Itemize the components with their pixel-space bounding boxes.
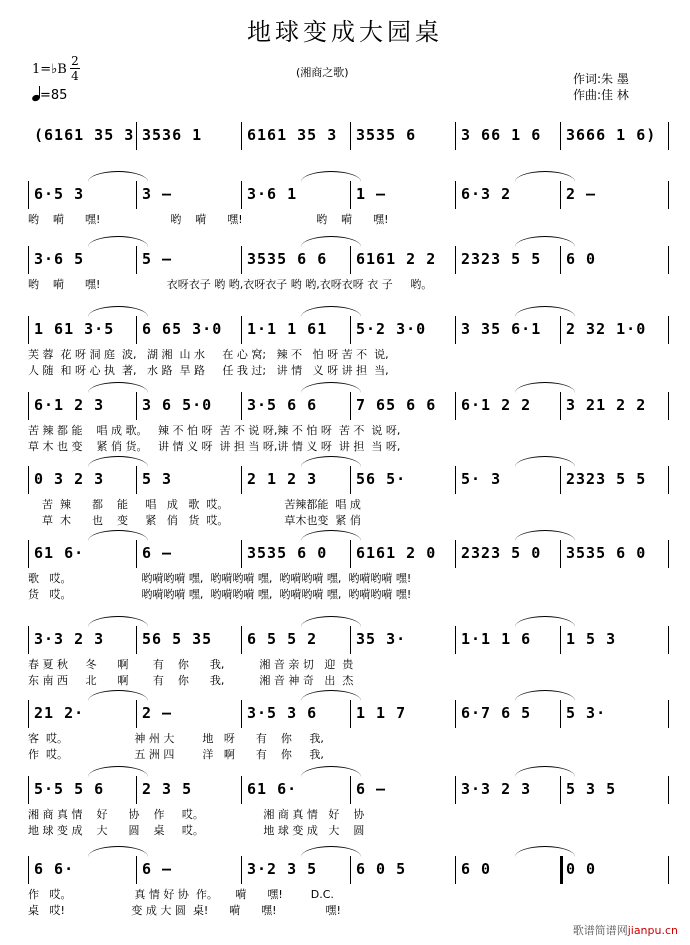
lyrics-verse-2: 草 木 也 变 紧 俏 货 哎。 草木也变 紧 俏 xyxy=(28,514,361,527)
barline xyxy=(560,122,561,150)
measure: 2323 5 5 xyxy=(461,250,542,268)
slur-mark xyxy=(515,306,575,317)
slur-mark xyxy=(515,171,575,182)
barline xyxy=(350,246,351,274)
time-signature-bottom: 4 xyxy=(71,69,79,83)
lyrics-verse-2: 货 哎。 哟嗬哟嗬 嘿, 哟嗬哟嗬 嘿, 哟嗬哟嗬 嘿, 哟嗬哟嗬 嘿! xyxy=(28,588,412,601)
barline xyxy=(455,316,456,344)
barline xyxy=(136,246,137,274)
barline xyxy=(560,700,561,728)
barline xyxy=(455,181,456,209)
slur-mark xyxy=(88,456,148,467)
measure: 6·3 2 xyxy=(461,185,512,203)
lyrics-verse-1: 苦 辣 都 能 唱 成 歌 哎。 苦辣都能 唱 成 xyxy=(28,498,361,511)
barline xyxy=(28,316,29,344)
barline xyxy=(668,626,669,654)
measure: 56 5 35 xyxy=(142,630,213,648)
lyrics-verse-2: 桌 哎! 变 成 大 圆 桌! 嗬 嘿! 嘿! xyxy=(28,904,341,917)
measure: 3535 6 6 xyxy=(247,250,328,268)
barline xyxy=(241,246,242,274)
barline xyxy=(241,776,242,804)
composer-credit: 作曲:佳 林 xyxy=(573,88,629,102)
measure: 6 65 3·0 xyxy=(142,320,223,338)
barline xyxy=(560,776,561,804)
barline xyxy=(28,776,29,804)
measure: 3·6 1 xyxy=(247,185,298,203)
slur-mark xyxy=(301,171,361,182)
barline xyxy=(350,466,351,494)
lyrics-verse-1: 春 夏 秋 冬 啊 有 你 我, 湘 音 亲 切 迎 贵 xyxy=(28,658,354,671)
barline xyxy=(241,856,242,884)
lyrics-verse-2: 地 球 变 成 大 圆 桌 哎。 地 球 变 成 大 圆 xyxy=(28,824,365,837)
barline xyxy=(350,540,351,568)
slur-mark xyxy=(88,236,148,247)
measure: 3 21 2 2 xyxy=(566,396,647,414)
barline xyxy=(668,540,669,568)
barline xyxy=(241,466,242,494)
measure: 56 5· xyxy=(356,470,407,488)
slur-mark xyxy=(515,382,575,393)
slur-mark xyxy=(515,690,575,701)
barline xyxy=(668,181,669,209)
slur-mark xyxy=(301,236,361,247)
measure: 2 32 1·0 xyxy=(566,320,647,338)
song-subtitle: (湘商之歌) xyxy=(296,66,349,79)
barline xyxy=(455,626,456,654)
measure: 3·5 3 6 xyxy=(247,704,318,722)
watermark xyxy=(573,922,678,938)
measure: 2 – xyxy=(142,704,173,722)
measure: 6 0 5 xyxy=(356,860,407,878)
measure: 2323 5 0 xyxy=(461,544,542,562)
barline xyxy=(668,856,669,884)
barline xyxy=(241,181,242,209)
measure: 3·3 2 3 xyxy=(34,630,105,648)
measure: 3 35 6·1 xyxy=(461,320,542,338)
barline xyxy=(455,466,456,494)
barline xyxy=(241,122,242,150)
barline xyxy=(350,856,351,884)
notation-line xyxy=(28,626,668,656)
slur-mark xyxy=(88,306,148,317)
measure: 1 1 7 xyxy=(356,704,407,722)
measure: 6 – xyxy=(142,860,173,878)
slur-mark xyxy=(88,616,148,627)
notation-line xyxy=(28,700,668,730)
barline xyxy=(455,246,456,274)
barline xyxy=(668,316,669,344)
barline xyxy=(241,626,242,654)
barline xyxy=(136,540,137,568)
lyrics-verse-2: 东 南 西 北 啊 有 你 我, 湘 音 神 奇 出 杰 xyxy=(28,674,354,687)
barline xyxy=(455,700,456,728)
barline xyxy=(668,776,669,804)
tempo-value: =85 xyxy=(40,88,68,103)
measure: 6 0 xyxy=(461,860,492,878)
barline xyxy=(136,626,137,654)
barline xyxy=(350,776,351,804)
barline xyxy=(241,700,242,728)
barline xyxy=(668,122,669,150)
measure: 3535 6 0 xyxy=(247,544,328,562)
slur-mark xyxy=(515,846,575,857)
measure: 5 3 5 xyxy=(566,780,617,798)
measure: 5 3· xyxy=(566,704,607,722)
measure: 3 6 5·0 xyxy=(142,396,213,414)
lyrics-verse-1: 芙 蓉 花 呀 洞 庭 波, 湖 湘 山 水 在 心 窝; 辣 不 怕 呀 苦 不 说, xyxy=(28,348,389,361)
barline xyxy=(560,246,561,274)
barline xyxy=(136,856,137,884)
slur-mark xyxy=(515,456,575,467)
lyrics-verse-1: 歌 哎。 哟嗬哟嗬 嘿, 哟嗬哟嗬 嘿, 哟嗬哟嗬 嘿, 哟嗬哟嗬 嘿! xyxy=(28,572,412,585)
measure: 3535 6 0 xyxy=(566,544,647,562)
slur-mark xyxy=(301,766,361,777)
barline xyxy=(455,856,456,884)
barline xyxy=(560,466,561,494)
song-title: 地球变成大园桌 xyxy=(247,18,443,46)
barline xyxy=(668,466,669,494)
measure: 21 2· xyxy=(34,704,85,722)
barline xyxy=(350,316,351,344)
slur-mark xyxy=(88,382,148,393)
measure: 6 – xyxy=(356,780,387,798)
measure: 3·6 5 xyxy=(34,250,85,268)
slur-mark xyxy=(88,530,148,541)
measure: 5 3 xyxy=(142,470,173,488)
slur-mark xyxy=(88,766,148,777)
time-signature xyxy=(70,55,80,82)
barline xyxy=(136,700,137,728)
measure: 3 – xyxy=(142,185,173,203)
barline xyxy=(455,392,456,420)
measure: 1 – xyxy=(356,185,387,203)
lyrics-verse-1: 哟 嗬 嘿! 哟 嗬 嘿! 哟 嗬 嘿! xyxy=(28,213,389,226)
measure: 3·3 2 3 xyxy=(461,780,532,798)
measure: 0 3 2 3 xyxy=(34,470,105,488)
barline xyxy=(28,181,29,209)
measure: 35 3· xyxy=(356,630,407,648)
measure: 6161 35 3 xyxy=(247,126,338,144)
measure: 61 6· xyxy=(34,544,85,562)
notation-line xyxy=(28,856,668,886)
lyrics-verse-2: 作 哎。 五 洲 四 洋 啊 有 你 我, xyxy=(28,748,324,761)
barline xyxy=(136,181,137,209)
slur-mark xyxy=(301,456,361,467)
measure: 5 – xyxy=(142,250,173,268)
watermark-site: 歌谱简谱网 xyxy=(572,924,628,937)
notation-line xyxy=(28,466,668,496)
barline xyxy=(560,540,561,568)
measure: 6·1 2 3 xyxy=(34,396,105,414)
barline xyxy=(28,392,29,420)
barline xyxy=(560,316,561,344)
measure: 1 5 3 xyxy=(566,630,617,648)
barline xyxy=(350,700,351,728)
measure: 3535 6 xyxy=(356,126,417,144)
tempo-marking xyxy=(32,86,67,103)
barline xyxy=(560,856,563,884)
barline xyxy=(560,626,561,654)
lyrics-verse-1: 哟 嗬 嘿! 衣呀衣子 哟 哟,衣呀衣子 哟 哟,衣呀衣呀 衣 子 哟。 xyxy=(28,278,433,291)
measure: 1·1 1 6 xyxy=(461,630,532,648)
measure: 6 – xyxy=(142,544,173,562)
key-signature: 1=♭B xyxy=(32,62,67,77)
measure: 3·2 3 5 xyxy=(247,860,318,878)
barline xyxy=(455,540,456,568)
slur-mark xyxy=(515,616,575,627)
notation-line xyxy=(28,122,668,152)
measure: 6 0 xyxy=(566,250,597,268)
measure: 5·5 5 6 xyxy=(34,780,105,798)
barline xyxy=(668,246,669,274)
lyrics-verse-1: 湘 商 真 情 好 协 作 哎。 湘 商 真 情 好 协 xyxy=(28,808,365,821)
measure: 3 66 1 6 xyxy=(461,126,542,144)
barline xyxy=(28,246,29,274)
barline xyxy=(560,392,561,420)
barline xyxy=(241,392,242,420)
measure: 1 61 3·5 xyxy=(34,320,115,338)
barline xyxy=(350,392,351,420)
measure: 0 0 xyxy=(566,860,597,878)
barline xyxy=(455,776,456,804)
notation-line xyxy=(28,316,668,346)
measure: 6·7 6 5 xyxy=(461,704,532,722)
lyrics-verse-2: 人 随 和 呀 心 执 著, 水 路 旱 路 任 我 过; 讲 情 义 呀 讲 担 当, xyxy=(28,364,389,377)
barline xyxy=(560,181,561,209)
barline xyxy=(350,626,351,654)
slur-mark xyxy=(515,530,575,541)
barline xyxy=(668,392,669,420)
measure: 6161 2 2 xyxy=(356,250,437,268)
measure: 6 5 5 2 xyxy=(247,630,318,648)
barline xyxy=(136,316,137,344)
barline xyxy=(28,856,29,884)
barline xyxy=(28,626,29,654)
slur-mark xyxy=(88,846,148,857)
watermark-url: jianpu.cn xyxy=(627,924,678,937)
time-signature-top: 2 xyxy=(71,54,79,68)
measure: 2 3 5 xyxy=(142,780,193,798)
lyrics-verse-1: 苦 辣 都 能 唱 成 歌。 辣 不 怕 呀 苦 不 说 呀,辣 不 怕 呀 苦 不 说 呀, xyxy=(28,424,401,437)
barline xyxy=(455,122,456,150)
barline xyxy=(136,776,137,804)
notation-line xyxy=(28,540,668,570)
measure: 6·1 2 2 xyxy=(461,396,532,414)
notation-line xyxy=(28,181,668,211)
barline xyxy=(350,122,351,150)
barline xyxy=(350,181,351,209)
slur-mark xyxy=(301,382,361,393)
lyrics-verse-2: 草 木 也 变 紧 俏 货。 讲 情 义 呀 讲 担 当 呀,讲 情 义 呀 讲 担 当 呀, xyxy=(28,440,401,453)
measure: 1·1 1 61 xyxy=(247,320,328,338)
notation-line xyxy=(28,246,668,276)
measure: 5·2 3·0 xyxy=(356,320,427,338)
barline xyxy=(241,316,242,344)
slur-mark xyxy=(301,616,361,627)
lyricist-credit: 作词:朱 墨 xyxy=(573,72,629,86)
slur-mark xyxy=(301,846,361,857)
measure: (6161 35 3 xyxy=(34,126,135,144)
measure: 6161 2 0 xyxy=(356,544,437,562)
slur-mark xyxy=(301,530,361,541)
measure: 3536 1 xyxy=(142,126,203,144)
measure: 2 – xyxy=(566,185,597,203)
measure: 6·5 3 xyxy=(34,185,85,203)
measure: 7 65 6 6 xyxy=(356,396,437,414)
slur-mark xyxy=(88,171,148,182)
slur-mark xyxy=(515,236,575,247)
barline xyxy=(28,540,29,568)
measure: 5· 3 xyxy=(461,470,502,488)
lyrics-verse-1: 客 哎。 神 州 大 地 呀 有 你 我, xyxy=(28,732,324,745)
slur-mark xyxy=(515,766,575,777)
barline xyxy=(241,540,242,568)
measure: 2323 5 5 xyxy=(566,470,647,488)
measure: 2 1 2 3 xyxy=(247,470,318,488)
lyrics-verse-1: 作 哎。 真 情 好 协 作。 嗬 嘿! D.C. xyxy=(28,888,334,901)
barline xyxy=(28,466,29,494)
barline xyxy=(136,122,137,150)
slur-mark xyxy=(88,690,148,701)
measure: 6 6· xyxy=(34,860,75,878)
barline xyxy=(28,700,29,728)
slur-mark xyxy=(301,306,361,317)
barline xyxy=(136,466,137,494)
measure: 3·5 6 6 xyxy=(247,396,318,414)
measure: 61 6· xyxy=(247,780,298,798)
measure: 3666 1 6) xyxy=(566,126,657,144)
slur-mark xyxy=(301,690,361,701)
barline xyxy=(136,392,137,420)
barline xyxy=(668,700,669,728)
notation-line xyxy=(28,776,668,806)
notation-line xyxy=(28,392,668,422)
